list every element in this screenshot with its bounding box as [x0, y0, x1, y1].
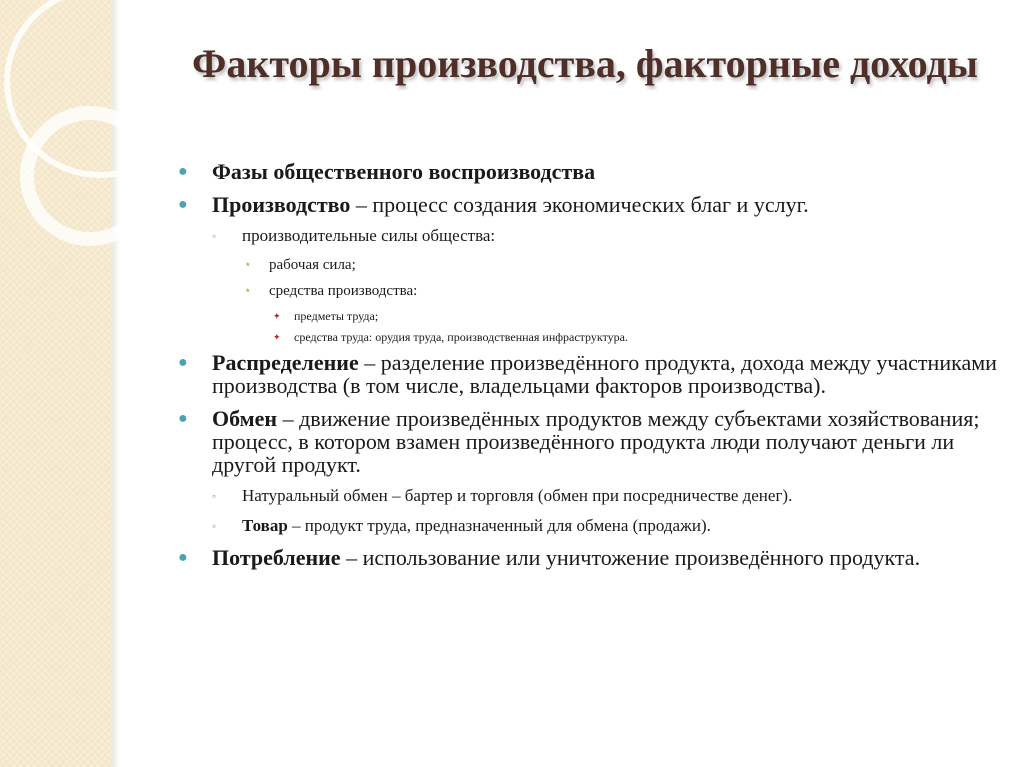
- bullet-production: [178, 193, 998, 216]
- sub-bullet-labor-force: [178, 256, 998, 274]
- bullet-ring-icon: ◦: [212, 489, 217, 503]
- item-text: производительные силы общества:: [242, 226, 496, 245]
- item-text: Фазы общественного воспроизводства: [212, 159, 596, 184]
- bullet-small-star-icon: ✦: [273, 332, 281, 342]
- item-definition: – продукт труда, предназначенный для обмена (продажи).: [287, 516, 711, 535]
- slide-title: Факторы производства, факторные доходы: [192, 41, 978, 86]
- bullet-dot-icon: ●: [178, 549, 188, 566]
- bullet-exchange: [178, 407, 998, 476]
- item-text: средства труда: орудия труда, производственная инфраструктура.: [294, 330, 628, 344]
- item-text: предметы труда;: [294, 309, 379, 323]
- bullet-distribution: [178, 351, 998, 397]
- item-definition: – использование или уничтожение произведённого продукта.: [340, 545, 921, 570]
- bullet-dot-icon: ●: [178, 354, 188, 371]
- item-text: Натуральный обмен – бартер и торговля (обмен при посредничестве денег).: [242, 486, 793, 505]
- bullet-ring-icon: ◦: [212, 229, 217, 243]
- sub-bullet-productive-forces: [178, 226, 998, 246]
- bullet-dot-icon: ●: [178, 163, 188, 180]
- item-term: Распределение: [212, 350, 359, 375]
- bullet-dot-icon: ●: [178, 410, 188, 427]
- item-definition: – движение произведённых продуктов между субъектами хозяйствования; процесс, в котором взамен произведённого продукта люди получают деньги ли другой продукт.: [212, 406, 980, 477]
- item-text: рабочая сила;: [269, 257, 356, 273]
- bullet-small-star-icon: ✦: [273, 311, 281, 321]
- sub-bullet-commodity: [178, 516, 998, 536]
- bullet-ring-icon: ◦: [212, 519, 217, 533]
- item-text: средства производства:: [269, 283, 418, 299]
- item-term: Обмен: [212, 406, 278, 431]
- bullet-dot-icon: ●: [178, 196, 188, 213]
- bullet-star-icon: ⋆: [244, 283, 252, 297]
- bullet-consumption: [178, 546, 998, 569]
- bullet-phases: [178, 160, 998, 183]
- bullet-list: [178, 160, 998, 579]
- bullet-star-icon: ⋆: [244, 257, 252, 271]
- item-definition: – разделение произведённого продукта, дохода между участниками производства (в том числе, владельцами факторов производства).: [212, 350, 997, 398]
- sub-bullet-objects-of-labor: [178, 308, 998, 324]
- sub-bullet-means-of-production: [178, 282, 998, 300]
- item-definition: – процесс создания экономических благ и услуг.: [350, 192, 809, 217]
- sub-bullet-barter: [178, 486, 998, 506]
- decorative-rings: [0, 0, 120, 260]
- item-term: Товар: [242, 516, 288, 535]
- sub-bullet-means-of-labor: [178, 329, 998, 345]
- item-term: Потребление: [212, 545, 341, 570]
- item-term: Производство: [212, 192, 351, 217]
